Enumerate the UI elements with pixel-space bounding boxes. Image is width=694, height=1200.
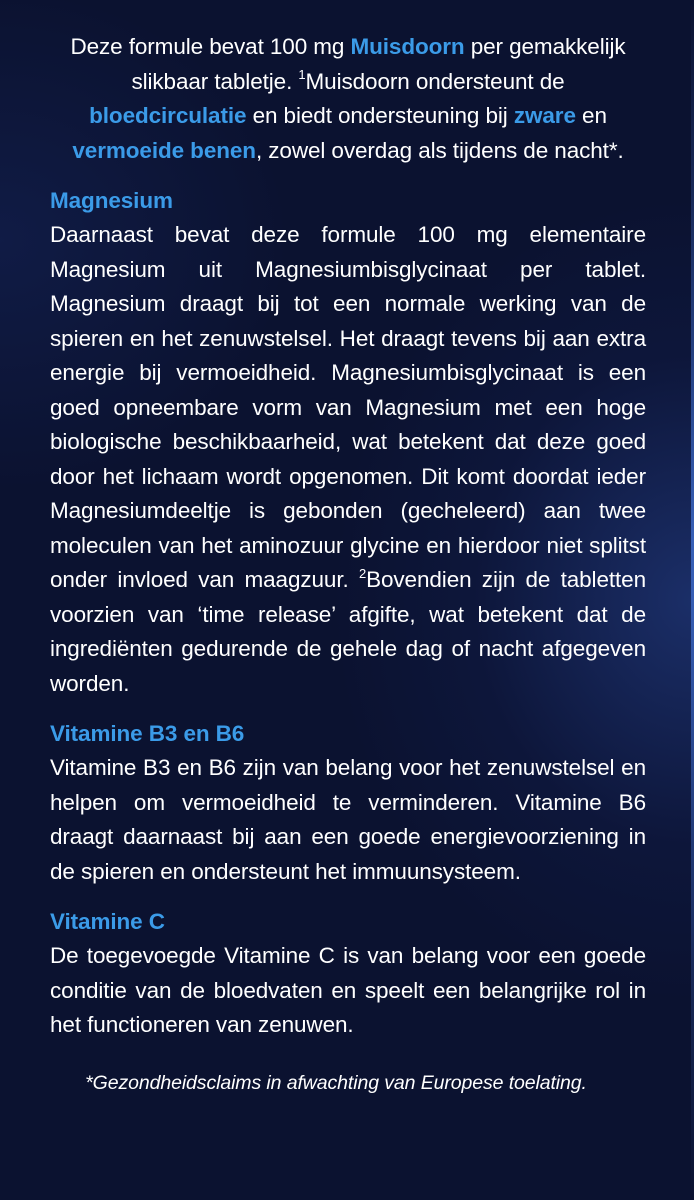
magnesium-text-2: Bovendien zijn de tabletten voorzien van ‘time release’ afgifte, wat betekent dat de ingrediënten gedurende de gehele dag of nacht afgegeven worden. [50,567,646,696]
intro-text-1: Deze formule bevat 100 mg [70,34,351,59]
magnesium-paragraph [50,218,646,701]
highlight-vermoeide-benen: vermoeide benen [72,137,256,163]
section-title-vitamine-c: Vitamine C [50,909,165,934]
intro-text-5: en [575,103,607,128]
vitamine-c-paragraph: De toegevoegde Vitamine C is van belang voor een goede conditie van de bloedvaten en speelt een belangrijke rol in het functioneren van zenuwen. [50,943,646,1037]
section-title-vitamine-b: Vitamine B3 en B6 [50,721,245,746]
section-title-magnesium: Magnesium [50,188,173,213]
vitamine-b-paragraph: Vitamine B3 en B6 zijn van belang voor het zenuwstelsel en helpen om vermoeidheid te verminderen. Vitamine B6 draagt daarnaast bij aan een goede energievoorziening in de spieren en ondersteunt het immuunsysteem. [50,755,646,884]
health-claims-footnote: *Gezondheidsclaims in afwachting van Europese toelating. [85,1071,587,1094]
footnote-ref-2: 2 [358,565,367,581]
intro-paragraph [50,30,646,168]
highlight-bloedcirculatie: bloedcirculatie [89,103,247,128]
highlight-muisdoorn: Muisdoorn [350,34,465,59]
footnote-ref-1: 1 [298,67,306,82]
intro-text-2: per gemakkelijk slikbaar tabletje. [131,34,626,94]
magnesium-text-1: Daarnaast bevat deze formule 100 mg elementaire Magnesium uit Magnesiumbisglycinaat per tablet. Magnesium draagt bij tot een normale werking van de spieren en het zenuwstelsel. Het draagt tevens bij aan extra energie bij vermoeidheid. Magnesiumbisglycinaat is een goed opneembare vorm van Magnesium met een hoge biologische beschikbaarheid, wat betekent dat deze goed door het lichaam wordt opgenomen. Dit komt doordat ieder Magnesiumdeeltje is gebonden (gecheleerd) aan twee moleculen van het aminozuur glycine en hierdoor niet splitst onder invloed van maagzuur. [50,222,646,592]
product-description [50,30,646,1097]
highlight-zware: zware [513,103,576,128]
intro-text-6: , zowel overdag als tijdens de nacht*. [255,137,624,163]
intro-text-3: Muisdoorn ondersteunt de [305,68,565,94]
intro-text-4: en biedt ondersteuning bij [246,103,514,128]
